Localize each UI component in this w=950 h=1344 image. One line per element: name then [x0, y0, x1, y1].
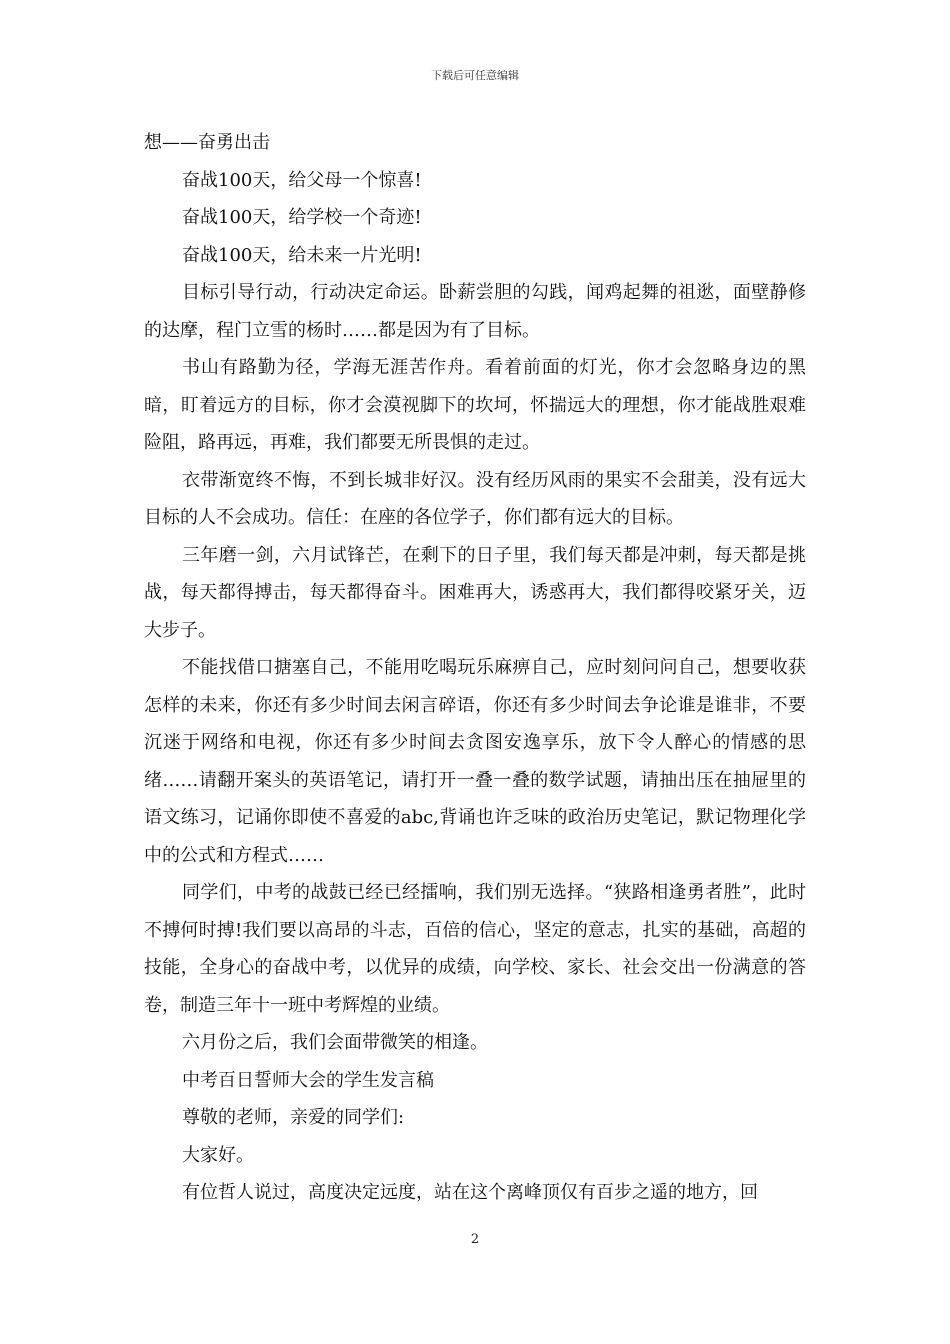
- paragraph: 想——奋勇出击: [144, 132, 270, 153]
- paragraph: 同学们，中考的战鼓已经已经擂响，我们别无选择。“狭路相逢勇者胜”，此时不搏何时搏!我们要以高昂的斗志，百倍的信心，坚定的意志，扎实的基础，高超的技能，全身心的奋战中考，以优异的成绩，向学校、家长、社会交出一份满意的答卷，制造三年十一班中考辉煌的业绩。: [144, 882, 806, 1016]
- paragraph: 目标引导行动，行动决定命运。卧薪尝胆的勾践，闻鸡起舞的祖逖，面壁静修的达摩，程门立雪的杨时……都是因为有了目标。: [144, 282, 806, 341]
- paragraph: 书山有路勤为径，学海无涯苦作舟。看着前面的灯光，你才会忽略身边的黑暗，盯着远方的目标，你才会漠视脚下的坎坷，怀揣远大的理想，你才能战胜艰难险阻，路再远，再难，我们都要无所畏惧的走过。: [144, 357, 806, 453]
- paragraph: 三年磨一剑，六月试锋芒，在剩下的日子里，我们每天都是冲刺，每天都是挑战，每天都得搏击，每天都得奋斗。困难再大，诱惑再大，我们都得咬紧牙关，迈大步子。: [144, 544, 806, 641]
- paragraph: 有位哲人说过，高度决定远度，站在这个离峰顶仅有百步之遥的地方，回: [182, 1182, 758, 1203]
- paragraph: 奋战100天，给父母一个惊喜!: [182, 169, 422, 191]
- paragraph: 奋战100天，给未来一片光明!: [182, 244, 422, 266]
- salutation: 尊敬的老师，亲爱的同学们:: [182, 1107, 405, 1128]
- page-header: 下载后可任意编辑: [431, 69, 519, 82]
- section-title: 中考百日誓师大会的学生发言稿: [182, 1069, 434, 1091]
- paragraph: 奋战100天，给学校一个奇迹!: [182, 207, 422, 228]
- greeting: 大家好。: [182, 1144, 254, 1166]
- paragraph: 不能找借口搪塞自己，不能用吃喝玩乐麻痹自己，应时刻问问自己，想要收获怎样的未来，你还有多少时间去闲言碎语，你还有多少时间去争论谁是谁非，不要沉迷于网络和电视，你还有多少时间去贪图安逸享乐，放下令人醉心的情感的思绪……请翻开案头的英语笔记，请打开一叠一叠的数学试题，请抽出压在抽屉里的语文练习，记诵你即使不喜爱的abc,背诵也许乏味的政治历史笔记，默记物理化学中的公式和方程式……: [144, 657, 806, 866]
- paragraph: 六月份之后，我们会面带微笑的相逢。: [182, 1032, 488, 1053]
- paragraph: 衣带渐宽终不悔，不到长城非好汉。没有经历风雨的果实不会甜美，没有远大目标的人不会成功。信任：在座的各位学子，你们都有远大的目标。: [144, 469, 806, 528]
- page-number: 2: [470, 1232, 480, 1247]
- document-body: [144, 124, 806, 1212]
